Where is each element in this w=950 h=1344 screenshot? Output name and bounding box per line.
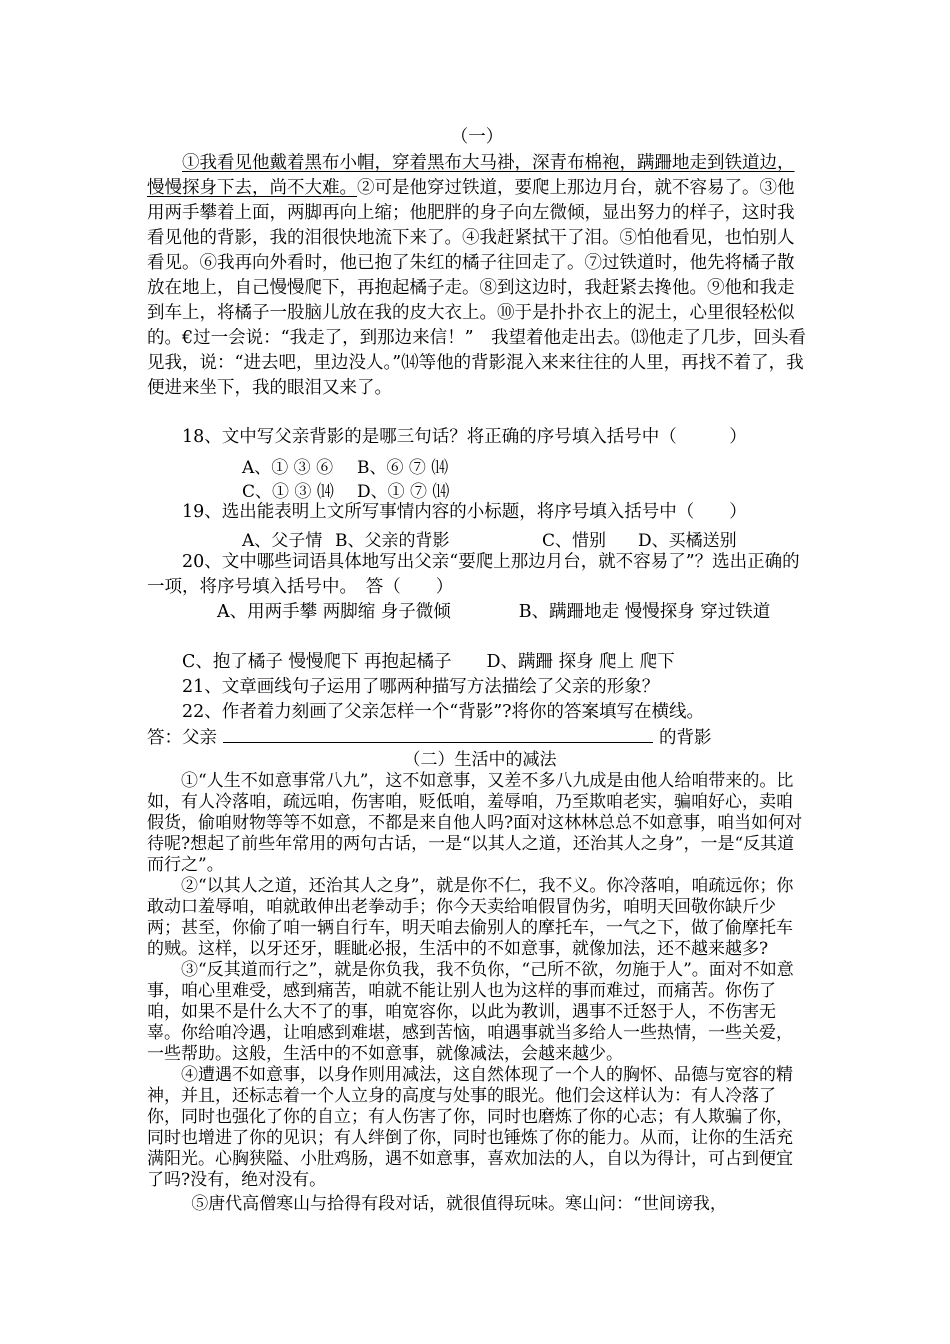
q20-stem: 20、文中哪些词语具体地写出父亲“要爬上那边月台，就不容易了”？选出正确的一项，将序号填入括号中。 答（ ） [147,552,800,597]
question-22 [147,700,807,751]
section2-body [147,771,807,1217]
q20-option-c: C、抱了橘子 慢慢爬下 再抱起橘子 [182,652,452,672]
underlined-sentence: ①我看见他戴着黑布小帽，穿着黑布大马褂，深青布棉袍，蹒跚地走到铁道边，慢慢探身下去，尚不大难。 [147,153,795,198]
q18-option-a: A、① ③ ⑥ [242,458,334,478]
q22-answer-line [147,725,807,751]
passage-rest: ②可是他穿过铁道，要爬上那边月台，就不容易了。③他用两手攀着上面，两脚再向上缩；他肥胖的身子向左微倾，显出努力的样子，这时我看见他的背影，我的泪很快地流下来了。④我赶紧拭干了泪。⑤怕他看见，也怕别人看见。⑥我再向外看时，他已抱了朱红的橘子往回走了。⑦过铁道时，他先将橘子散放在地上，自己慢慢爬下，再抱起橘子走。⑧到这边时，我赶紧去搀他。⑨他和我走到车上，将橘子一股脑儿放在我的皮大衣上。⑩于是扑扑衣上的泥土，心里很轻松似的。€过一会说：“我走了，到那边来信！” 我望着他走出去。⒀他走了几步，回头看见我，说：“进去吧，里边没人。”⒁等他的背影混入来来往往的人里，再找不着了，我便进来坐下，我的眼泪又来了。 [147,178,807,398]
q20-option-d: D、蹒跚 探身 爬上 爬下 [486,652,675,672]
section1-heading: （一） [450,127,504,147]
article-paragraph-5: ⑤唐代高僧寒山与拾得有段对话，就很值得玩味。寒山问：“世间谤我， [191,1194,727,1214]
q19-option-b: B、父亲的背影 [335,531,450,551]
q19-stem: 19、选出能表明上文所写事情内容的小标题，将序号填入括号中（ ） [182,502,747,522]
section2-heading: （二）生活中的减法 [403,750,557,770]
passage-paragraph [147,151,807,401]
section2-heading-row [140,750,820,771]
section1-passage [147,151,807,401]
q18-option-b: B、⑥ ⑦ ⒁ [357,458,449,478]
q20-options-ab [147,600,807,625]
q19-option-d: D、买橘送别 [638,531,737,551]
article-paragraph-1: ①“人生不如意事常八九”，这不如意事，又差不多八九成是由他人给咱带来的。比如，有人冷落咱，疏远咱，伤害咱，贬低咱，羞辱咱，乃至欺咱老实，骗咱好心，卖咱假货，偷咱财物等等不如意，不都是来自他人吗?面对这林林总总不如意事，咱当如何对待呢?想起了前些年常用的两句古话，一是“以其人之道，还治其人之身”，一是“反其道而行之”。 [147,771,803,875]
article-paragraph-2: ②“以其人之道，还治其人之身”，就是你不仁，我不义。你冷落咱，咱疏远你；你敢动口羞辱咱，咱就敢伸出老拳动手；你今天卖给咱假冒伪劣，咱明天回敬你缺斤少两；甚至，你偷了咱一辆自行车，明天咱去偷别人的摩托车，一气之下，做了偷摩托车的贼。这样，以牙还牙，睚眦必报，生活中的不如意事，就像加法，还不越来越多? [147,876,794,959]
question-18 [147,425,807,450]
q20-option-a: A、用两手攀 两脚缩 身子微倾 [217,602,451,622]
question-21 [147,675,807,700]
q18-option-c: C、① ③ ⒁ [242,482,334,502]
q20-options-ab-line [147,600,807,625]
q22-stem: 22、作者着力刻画了父亲怎样一个“背影”?将你的答案填写在横线。 [182,702,705,722]
question-20 [147,550,807,600]
question-19 [147,500,807,525]
q20-option-b: B、蹒跚地走 慢慢探身 穿过铁道 [518,602,771,622]
q18-option-d: D、① ⑦ ⒁ [357,482,450,502]
article-paragraph-4: ④遭遇不如意事，以身作则用减法，这自然体现了一个人的胸怀、品德与宽容的精神，并且，还标志着一个人立身的高度与处事的眼光。他们会这样认为：有人冷落了你，同时也强化了你的自立；有人伤害了你，同时也磨炼了你的心志；有人欺骗了你，同时也增进了你的见识；有人绊倒了你，同时也锤炼了你的能力。从而，让你的生活充满阳光。心胸狭隘、小肚鸡肠，遇不如意事，喜欢加法的人，自以为得计，可占到便宜了吗?没有，绝对没有。 [147,1065,793,1190]
answer-blank[interactable] [223,725,653,743]
q22-suffix: 的背影 [659,728,712,748]
q18-stem: 18、文中写父亲背影的是哪三句话？将正确的序号填入括号中（ ） [182,427,747,447]
article-paragraph-3: ③“反其道而行之”，就是你负我，我不负你，“己所不欲，勿施于人”。面对不如意事，咱心里难受，感到痛苦，咱就不能让别人也为这样的事而难过，而痛苦。你伤了咱，如果不是什么大不了的事，咱宽容你，以此为教训，遇事不迁怒于人，不伤害无辜。你给咱冷遇，让咱感到难堪，感到苦恼，咱遇事就当多给人一些热情，一些关爱，一些帮助。这般，生活中的不如意事，就像减法，会越来越少。 [147,960,794,1064]
q20-options-cd [147,650,807,675]
q20-options-cd-line [147,650,807,675]
q22-prefix: 答：父亲 [147,728,217,748]
q19-option-c: C、惜别 [542,531,607,551]
q19-option-a: A、父子情 [242,531,323,551]
q21-stem: 21、文章画线句子运用了哪两种描写方法描绘了父亲的形象？ [182,677,660,697]
